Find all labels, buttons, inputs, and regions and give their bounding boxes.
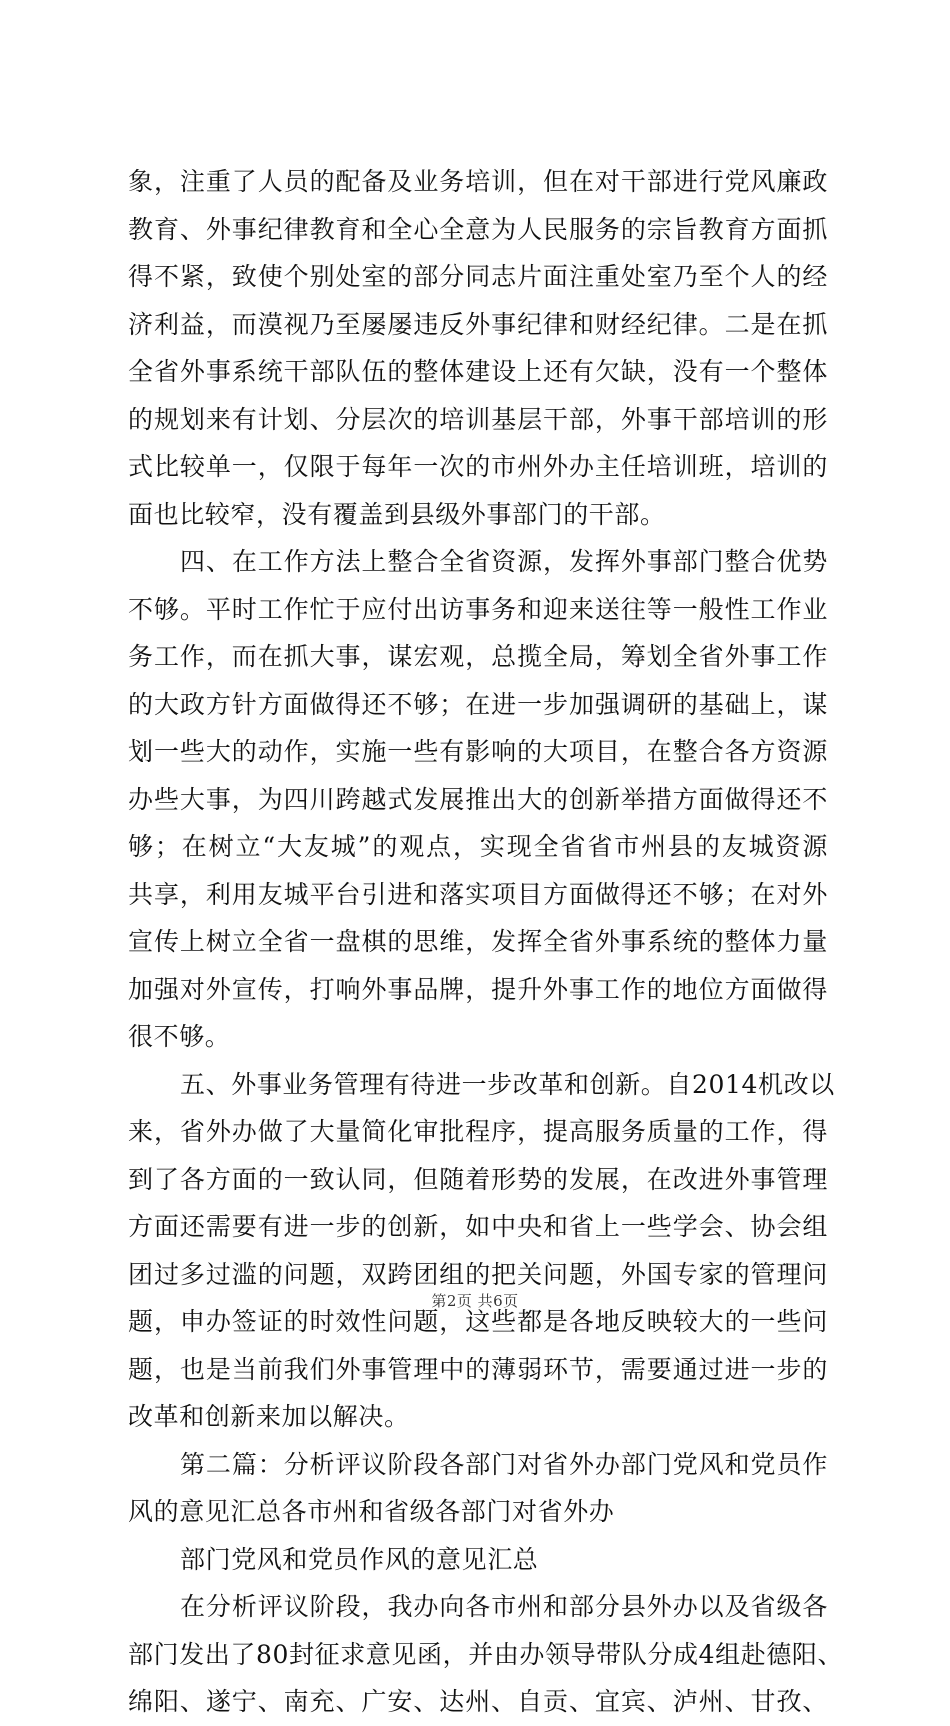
text-line: 务工作，而在抓大事，谋宏观，总揽全局，筹划全省外事工作 [128,642,828,671]
text-line: 教育、外事纪律教育和全心全意为人民服务的宗旨教育方面抓 [128,214,828,244]
page-footer: 第2页 共6页 [431,1292,519,1310]
text-line: 共享，利用友城平台引进和落实项目方面做得还不够；在对外 [128,879,828,909]
text-line: 式比较单一，仅限于每年一次的市州外办主任培训班，培训的 [128,452,828,481]
text-line: 绵阳、遂宁、南充、广安、达州、自贡、宜宾、泸州、甘孜、 [128,1687,828,1716]
text-line: 面也比较窄，没有覆盖到县级外事部门的干部。 [128,499,666,529]
section-subheading-line: 部门党风和党员作风的意见汇总 [180,1544,539,1574]
text-line: 很不够。 [128,1022,231,1051]
text-line: 团过多过滥的问题，双跨团组的把关问题，外国专家的管理问 [128,1259,828,1289]
text-line: 题，申办签证的时效性问题，这些都是各地反映较大的一些问 [128,1307,828,1336]
text-line: 的大政方针方面做得还不够；在进一步加强调研的基础上，谋 [128,689,828,719]
text-line: 得不紧，致使个别处室的部分同志片面注重处室乃至个人的经 [128,262,828,291]
paragraph-start-line: 四、在工作方法上整合全省资源，发挥外事部门整合优势 [180,547,828,576]
text-line: 题，也是当前我们外事管理中的薄弱环节，需要通过进一步的 [128,1354,828,1384]
text-line: 方面还需要有进一步的创新，如中央和省上一些学会、协会组 [128,1212,828,1241]
body-text [128,158,844,1726]
text-line: 办些大事，为四川跨越式发展推出大的创新举措方面做得还不 [128,784,828,814]
section-heading-line: 风的意见汇总各市州和省级各部门对省外办 [128,1497,615,1526]
text-line: 来，省外办做了大量简化审批程序，提高服务质量的工作，得 [128,1117,828,1146]
text-line: 到了各方面的一致认同，但随着形势的发展，在改进外事管理 [128,1164,828,1194]
text-line: 改革和创新来加以解决。 [128,1402,410,1431]
text-line: 够；在树立“大友城”的观点，实现全省省市州县的友城资源 [128,832,828,861]
text-line: 不够。平时工作忙于应付出访事务和迎来送往等一般性工作业 [128,594,828,624]
text-line: 的规划来有计划、分层次的培训基层干部，外事干部培训的形 [128,404,828,434]
text-line: 加强对外宣传，打响外事品牌，提升外事工作的地位方面做得 [128,974,828,1004]
text-line: 全省外事系统干部队伍的整体建设上还有欠缺，没有一个整体 [128,357,828,386]
text-line: 济利益，而漠视乃至屡屡违反外事纪律和财经纪律。二是在抓 [128,309,828,339]
text-line: 划一些大的动作，实施一些有影响的大项目，在整合各方资源 [128,737,828,766]
section-heading-line: 第二篇：分析评议阶段各部门对省外办部门党风和党员作 [180,1449,828,1479]
paragraph-start-line: 在分析评议阶段，我办向各市州和部分县外办以及省级各 [180,1592,828,1621]
text-line: 宣传上树立全省一盘棋的思维，发挥全省外事系统的整体力量 [128,927,828,956]
paragraph-start-line: 五、外事业务管理有待进一步改革和创新。自2014机改以 [180,1069,835,1099]
text-line: 部门发出了80封征求意见函，并由办领导带队分成4组赴德阳、 [128,1639,844,1669]
text-line: 象，注重了人员的配备及业务培训，但在对干部进行党风廉政 [128,167,828,196]
